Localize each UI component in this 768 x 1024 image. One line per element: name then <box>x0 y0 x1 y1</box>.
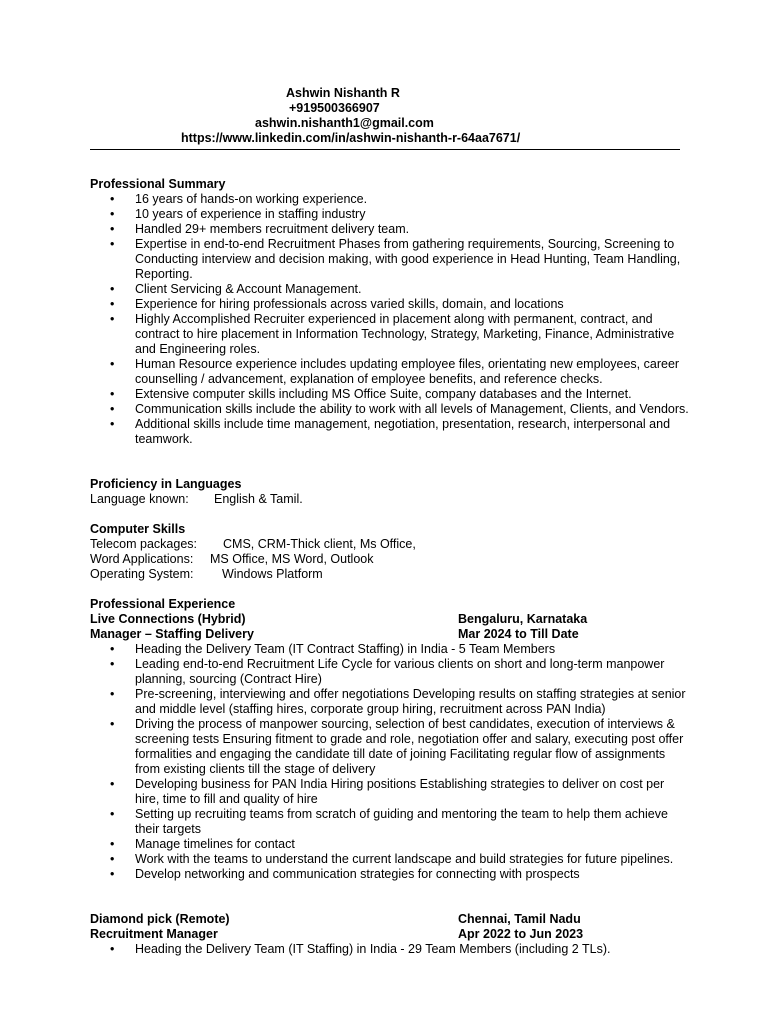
professional-summary-section <box>90 177 690 447</box>
section-title: Computer Skills <box>90 522 186 536</box>
list-item: • Communication skills include the ability to work with all levels of Management, Clients, and Vendors. <box>135 402 690 417</box>
section-title: Professional Summary <box>90 177 226 191</box>
list-item: • Extensive computer skills including MS Office Suite, company databases and the Internet. <box>135 387 690 402</box>
list-item: • Develop networking and communication strategies for connecting with prospects <box>135 867 690 882</box>
job-entry <box>90 612 690 882</box>
list-item: • Manage timelines for contact <box>135 837 690 852</box>
list-item: • Heading the Delivery Team (IT Contract Staffing) in India - 5 Team Members <box>135 642 690 657</box>
professional-experience-section <box>90 597 690 957</box>
job-dates: Apr 2022 to Jun 2023 <box>458 927 584 941</box>
language-row <box>90 492 690 507</box>
job-dates: Mar 2024 to Till Date <box>458 627 579 641</box>
spacer <box>90 447 690 477</box>
job-header-row <box>90 612 690 627</box>
languages-section <box>90 477 690 507</box>
job-duties-list <box>90 642 690 882</box>
candidate-name: Ashwin Nishanth R <box>286 86 400 100</box>
list-item: • Additional skills include time management, negotiation, presentation, research, interpersonal and teamwork. <box>135 417 690 447</box>
list-item: • Setting up recruiting teams from scratch of guiding and mentoring the team to help them achieve their targets <box>135 807 690 837</box>
telecom-value: CMS, CRM-Thick client, Ms Office, <box>223 537 416 551</box>
resume-body <box>90 177 690 957</box>
list-item: • Developing business for PAN India Hiring positions Establishing strategies to deliver on cost per hire, time to fill and quality of hire <box>135 777 690 807</box>
job-role-row <box>90 927 690 942</box>
list-item: • Work with the teams to understand the current landscape and build strategies for future pipelines. <box>135 852 690 867</box>
language-value: English & Tamil. <box>214 492 303 506</box>
job-role: Manager – Staffing Delivery <box>90 627 254 641</box>
email-address: ashwin.nishanth1@gmail.com <box>255 116 434 130</box>
job-location: Bengaluru, Karnataka <box>458 612 588 626</box>
job-duties-list <box>90 942 690 957</box>
header-divider <box>90 149 680 150</box>
list-item: • Handled 29+ members recruitment delivery team. <box>135 222 690 237</box>
word-apps-value: MS Office, MS Word, Outlook <box>210 552 374 566</box>
job-location: Chennai, Tamil Nadu <box>458 912 581 926</box>
list-item: • Driving the process of manpower sourcing, selection of best candidates, execution of interviews & screening tests Ensuring fitment to grade and role, negotiation offer and salary, executing post offer formalities and engaging the candidate till date of joining Facilitating regular flow of assignments from existing clients till the stage of delivery <box>135 717 690 777</box>
job-role: Recruitment Manager <box>90 927 218 941</box>
telecom-row <box>90 537 690 552</box>
spacer <box>90 507 690 522</box>
section-title: Professional Experience <box>90 597 236 611</box>
phone-number: +919500366907 <box>289 101 380 115</box>
company-name: Diamond pick (Remote) <box>90 912 230 926</box>
list-item: • Expertise in end-to-end Recruitment Phases from gathering requirements, Sourcing, Screening to Conducting interview and decision making, with good experience in Head Hunting, Team Handling, Reporting. <box>135 237 690 282</box>
list-item: • Leading end-to-end Recruitment Life Cycle for various clients on short and long-term manpower planning, sourcing (Contract Hire) <box>135 657 690 687</box>
list-item: • 10 years of experience in staffing industry <box>135 207 690 222</box>
list-item: • Heading the Delivery Team (IT Staffing) in India - 29 Team Members (including 2 TLs). <box>135 942 690 957</box>
language-label: Language known: <box>90 492 189 506</box>
list-item: • Highly Accomplished Recruiter experienced in placement along with permanent, contract, and contract to hire placement in Information Technology, Strategy, Marketing, Finance, Administrative and Engineering roles. <box>135 312 690 357</box>
company-name: Live Connections (Hybrid) <box>90 612 246 626</box>
telecom-label: Telecom packages: <box>90 537 198 551</box>
word-apps-row <box>90 552 690 567</box>
spacer <box>90 582 690 597</box>
os-label: Operating System: <box>90 567 194 581</box>
computer-skills-section <box>90 522 690 582</box>
list-item: • Client Servicing & Account Management. <box>135 282 690 297</box>
list-item: • Pre-screening, interviewing and offer negotiations Developing results on staffing strategies at senior and middle level (staffing hires, corporate group hiring, recruitment across PAN India) <box>135 687 690 717</box>
list-item: • Experience for hiring professionals across varied skills, domain, and locations <box>135 297 690 312</box>
job-entry <box>90 912 690 957</box>
os-value: Windows Platform <box>222 567 323 581</box>
linkedin-url: https://www.linkedin.com/in/ashwin-nishanth-r-64aa7671/ <box>181 131 521 145</box>
os-row <box>90 567 690 582</box>
job-role-row <box>90 627 690 642</box>
word-apps-label: Word Applications: <box>90 552 194 566</box>
spacer <box>90 882 690 912</box>
list-item: • 16 years of hands-on working experience. <box>135 192 690 207</box>
section-title: Proficiency in Languages <box>90 477 242 491</box>
job-header-row <box>90 912 690 927</box>
list-item: • Human Resource experience includes updating employee files, orientating new employees, career counselling / advancement, explanation of employee benefits, and reference checks. <box>135 357 690 387</box>
summary-list <box>90 192 690 447</box>
